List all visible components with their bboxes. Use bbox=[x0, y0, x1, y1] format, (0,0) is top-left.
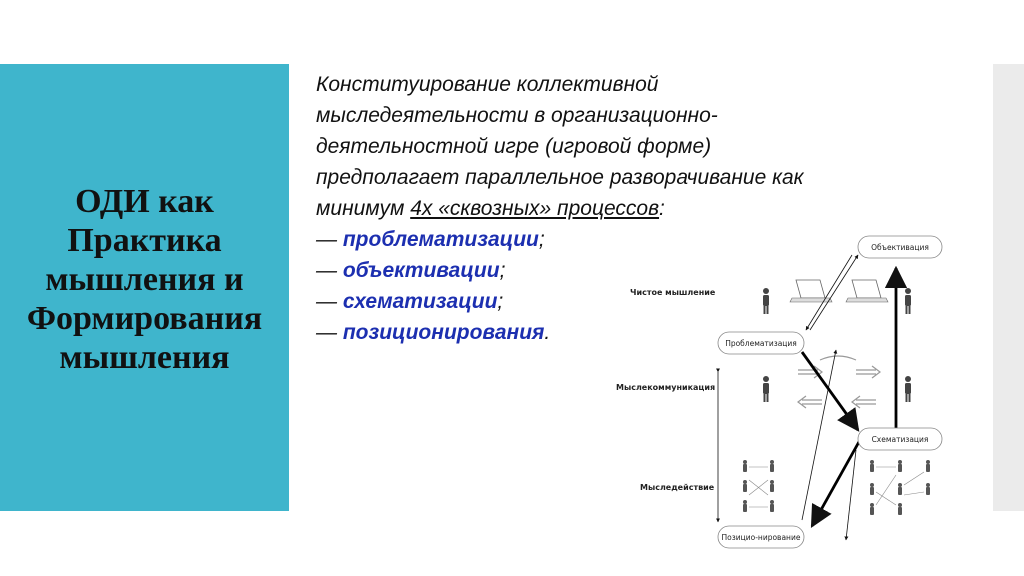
item-term: позиционирования bbox=[342, 321, 545, 344]
item-term: объективации bbox=[342, 259, 500, 282]
item-end: ; bbox=[499, 259, 506, 282]
person-icon bbox=[905, 288, 911, 314]
title-line: мышления и bbox=[45, 261, 244, 298]
node-problematization bbox=[718, 332, 804, 354]
title-panel bbox=[0, 64, 289, 511]
intro-line: деятельностной игре (игровой форме) bbox=[316, 135, 712, 158]
right-scroll-bar bbox=[993, 64, 1024, 511]
level-label-action: Мыследействие bbox=[640, 483, 715, 492]
person-icon bbox=[905, 376, 911, 402]
title-line: мышления bbox=[59, 339, 230, 376]
title-line: ОДИ как bbox=[75, 183, 214, 220]
mental-activity-diagram bbox=[600, 225, 980, 555]
dash: — bbox=[316, 290, 343, 313]
title-line: Формирования bbox=[26, 300, 263, 337]
level-label-pure-thinking: Чистое мышление bbox=[630, 288, 716, 297]
thick-arrows bbox=[802, 268, 896, 526]
laptop-icon bbox=[846, 280, 888, 302]
intro-line: мыследеятельности в организационно- bbox=[316, 104, 718, 127]
dash: — bbox=[316, 228, 343, 251]
action-network-left bbox=[743, 460, 774, 512]
dash: — bbox=[316, 259, 343, 282]
item-end: ; bbox=[497, 290, 504, 313]
item-end: ; bbox=[538, 228, 545, 251]
intro-line bbox=[316, 196, 956, 227]
level-label-communication: Мыслекоммуникация bbox=[616, 383, 716, 392]
item-end: . bbox=[544, 321, 551, 344]
node-schematization bbox=[858, 428, 942, 450]
svg-text:Схематизация: Схематизация bbox=[871, 435, 929, 444]
svg-text:Объективация: Объективация bbox=[871, 243, 929, 252]
svg-text:Проблематизация: Проблематизация bbox=[725, 339, 797, 348]
underlined-processes: 4х «сквозных» процессов bbox=[410, 197, 660, 220]
slide-title bbox=[27, 182, 262, 377]
dash: — bbox=[316, 321, 343, 344]
node-objectivation bbox=[858, 236, 942, 258]
item-term: схематизации bbox=[342, 290, 498, 313]
intro-line: Конституирование коллективной bbox=[316, 73, 659, 96]
intro-colon: : bbox=[659, 197, 665, 220]
intro-text: минимум bbox=[316, 197, 411, 220]
person-icon bbox=[763, 376, 769, 402]
person-icon bbox=[763, 288, 769, 314]
title-line: Практика bbox=[67, 222, 222, 259]
item-term: проблематизации bbox=[342, 228, 539, 251]
node-positioning bbox=[718, 526, 804, 548]
svg-text:Позицио-нирование: Позицио-нирование bbox=[721, 533, 801, 542]
laptop-icon bbox=[790, 280, 832, 302]
action-network-right bbox=[870, 460, 930, 515]
intro-line: предполагает параллельное разворачивание как bbox=[316, 166, 804, 189]
